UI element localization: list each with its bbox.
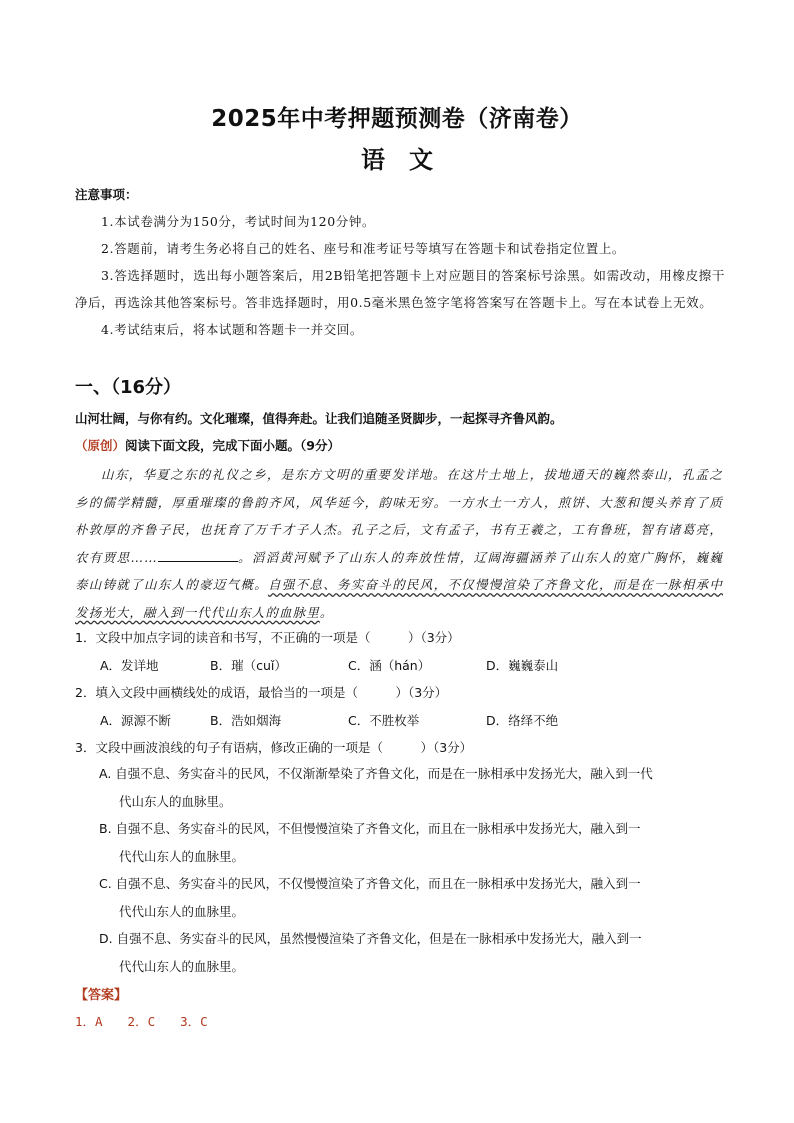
option-c: C．涵（hán） [348,658,431,673]
option-a: A．发详地 [100,658,159,673]
reading-passage [75,461,723,626]
option-d: D．络绎不绝 [486,713,559,728]
question-3-stem: 3．文段中画波浪线的句子有语病，修改正确的一项是（ ）（3分） [75,740,473,755]
notice-list [75,208,725,343]
wavy-underlined-sentence: 自强不息、务实奋斗的民风，不仅慢慢渲染了齐鲁文化，而是在一脉相承中发扬光大，融入到一代代山东人的血脉里 [75,577,723,620]
reading-instruction [75,436,340,454]
fill-blank [158,548,238,562]
option-a: A．源源不断 [100,713,172,728]
notice-heading: 注意事项： [75,187,138,202]
notice-item: 2.答题前，请考生务必将自己的姓名、座号和准考证号等填写在答题卡和试卷指定位置上。 [101,241,626,256]
option-a [99,760,723,815]
option-line: 代山东人的血脉里。 [119,793,232,809]
option-line: A. 自强不息、务实奋斗的民风，不仅渐渐晕染了齐鲁文化，而是在一脉相承中发扬光大，融入到一代 [99,766,653,781]
notice-item: 4.考试结束后，将本试题和答题卡一并交回。 [101,322,364,337]
original-tag: （原创） [75,438,126,453]
section-heading: 一、（16分） [75,377,182,398]
option-c: C．不胜枚举 [348,713,420,728]
notice-item: 3.答选择题时，选出每小题答案后，用2B铅笔把答题卡上对应题目的答案标号涂黑。如需改动，用橡皮擦干净后，再选涂其他答案标号。答非选择题时，用0.5毫米黑色签字笔将答案写在答题卡上。写在本试卷上无效。 [75,268,725,310]
exam-title: 2025年中考押题预测卷（济南卷） [211,106,583,132]
option-d: D．巍巍泰山 [486,658,559,673]
option-line: C. 自强不息、务实奋斗的民风，不仅慢慢渲染了齐鲁文化，而且在一脉相承中发扬光大，融入到一 [99,876,641,891]
notice-item: 1.本试卷满分为150分，考试时间为120分钟。 [101,214,376,229]
question-1-stem: 1．文段中加点字词的读音和书写，不正确的一项是（ ）（3分） [75,630,460,645]
passage-text: 。 [319,604,334,620]
option-line: 代代山东人的血脉里。 [119,848,245,864]
passage-text: 。滔滔黄河赋予了山东人的奔放性情，辽阔海疆涵养了山东人的宽广胸怀，巍巍泰山铸就了山东人的豪迈气概。 [75,549,723,592]
answer-text: 1．A 2．C 3．C [75,1014,208,1029]
subject-title: 语 文 [361,146,433,174]
question-2-stem: 2．填入文段中画横线处的成语，最恰当的一项是（ ）（3分） [75,685,448,700]
section-intro: 山河壮阔，与你有约。文化璀璨，值得奔赴。让我们追随圣贤脚步，一起探寻齐鲁风韵。 [75,411,563,426]
option-line: B. 自强不息、务实奋斗的民风，不但慢慢渲染了齐鲁文化，而且在一脉相承中发扬光大，融入到一 [99,821,641,836]
option-c [99,870,723,925]
option-line: 代代山东人的血脉里。 [119,958,245,974]
instruction-text: 阅读下面文段，完成下面小题。（9分） [125,438,340,453]
passage-text: 山东，华夏之东的礼仪之乡，是东方文明的重要发详地。在这片土地上，拔地通天的巍然泰山，孔孟之乡的儒学精髓，厚重璀璨的鲁韵齐风，风华延今，韵味无穷。一方水土一方人，煎饼、大葱和馒头养育了质朴敦厚的齐鲁子民，也抚育了万千才子人杰。孔子之后，文有孟子，书有王羲之，工有鲁班，智有诸葛亮，农有贾思…… [75,467,723,565]
option-b: B．璀（cuǐ） [210,658,287,673]
option-b: B．浩如烟海 [210,713,282,728]
option-line: 代代山东人的血脉里。 [119,903,245,919]
option-d [99,925,723,980]
option-line: D. 自强不息、务实奋斗的民风，虽然慢慢渲染了齐鲁文化，但是在一脉相承中发扬光大，融入到一 [99,931,642,946]
option-b [99,815,723,870]
answer-heading: 【答案】 [75,988,128,1003]
